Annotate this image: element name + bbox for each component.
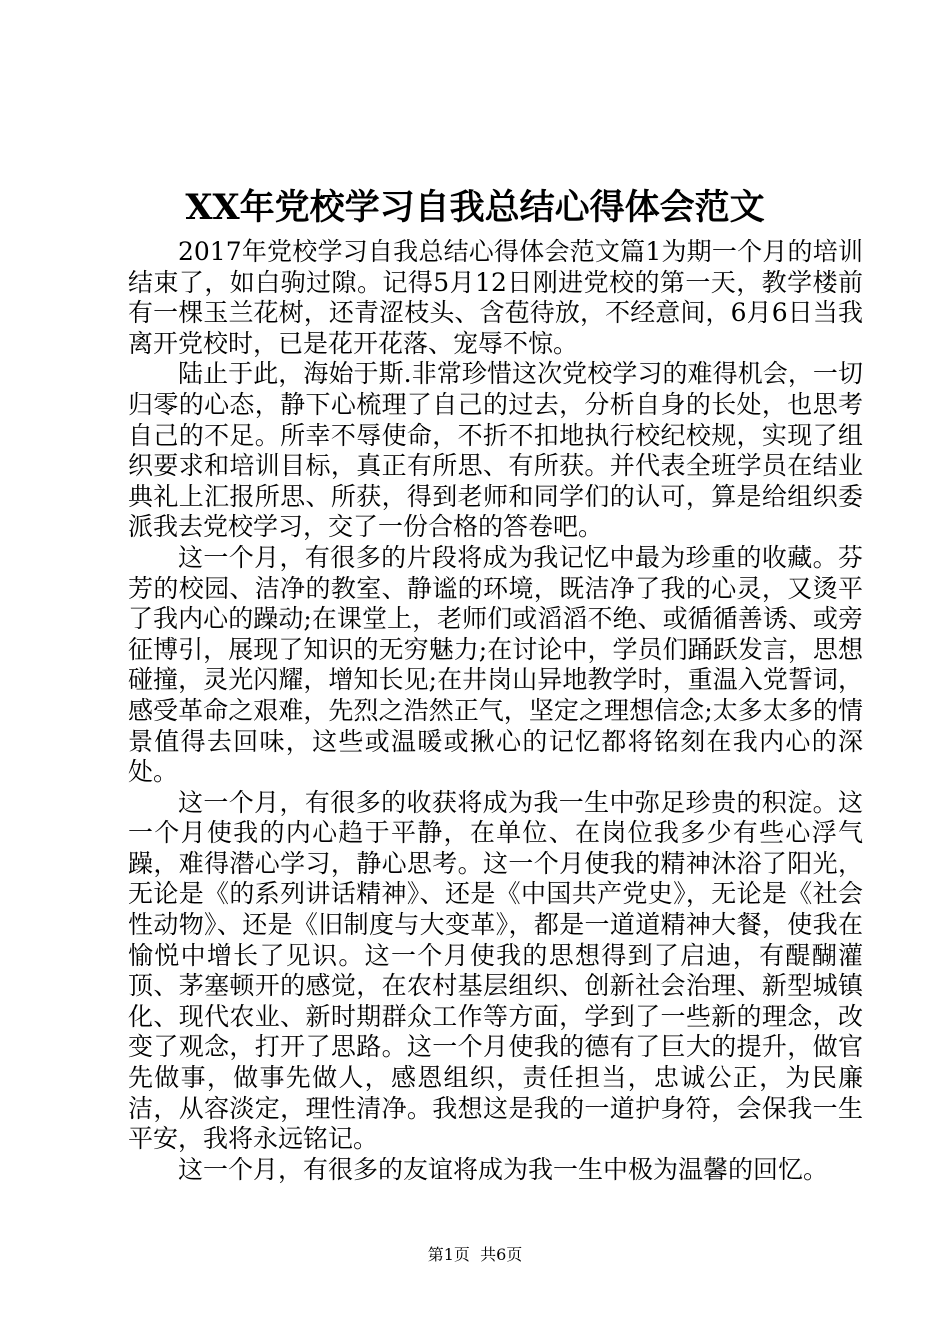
paragraph-1: 2017年党校学习自我总结心得体会范文篇1为期一个月的培训结束了，如白驹过隙。记得5月12日刚进党校的第一天，教学楼前有一棵玉兰花树，还青涩枝头、含苞待放，不经意间，6月6日当我离开党校时，已是花开花落、宠辱不惊。 xyxy=(128,237,863,358)
page-total: 共6页 xyxy=(480,1245,523,1264)
paragraph-4: 这一个月，有很多的收获将成为我一生中弥足珍贵的积淀。这一个月使我的内心趋于平静，在单位、在岗位我多少有些心浮气躁，难得潜心学习，静心思考。这一个月使我的精神沐浴了阳光，无论是《的系列讲话精神》、还是《中国共产党史》，无论是《社会性动物》、还是《旧制度与大变革》，都是一道道精神大餐，使我在愉悦中增长了见识。这一个月使我的思想得到了启迪，有醍醐灌顶、茅塞顿开的感觉，在农村基层组织、创新社会治理、新型城镇化、现代农业、新时期群众工作等方面，学到了一些新的理念，改变了观念，打开了思路。这一个月使我的德有了巨大的提升，做官先做事，做事先做人，感恩组织，责任担当，忠诚公正，为民廉洁，从容淡定，理性清净。我想这是我的一道护身符，会保我一生平安，我将永远铭记。 xyxy=(128,787,863,1154)
page-footer xyxy=(0,1244,950,1266)
paragraph-3: 这一个月，有很多的片段将成为我记忆中最为珍重的收藏。芬芳的校园、洁净的教室、静谧的环境，既洁净了我的心灵，又烫平了我内心的躁动;在课堂上，老师们或滔滔不绝、或循循善诱、或旁征博引，展现了知识的无穷魅力;在讨论中，学员们踊跃发言，思想碰撞，灵光闪耀，增知长见;在井岗山异地教学时，重温入党誓词，感受革命之艰难，先烈之浩然正气，坚定之理想信念;太多太多的情景值得去回味，这些或温暖或揪心的记忆都将铭刻在我内心的深处。 xyxy=(128,542,863,787)
paragraph-2: 陆止于此，海始于斯.非常珍惜这次党校学习的难得机会，一切归零的心态，静下心梳理了自己的过去，分析自身的长处，也思考自己的不足。所幸不辱使命，不折不扣地执行校纪校规，实现了组织要求和培训目标，真正有所思、有所获。并代表全班学员在结业典礼上汇报所思、所获，得到老师和同学们的认可，算是给组织委派我去党校学习，交了一份合格的答卷吧。 xyxy=(128,359,863,542)
document-body xyxy=(128,237,863,1185)
paragraph-5: 这一个月，有很多的友谊将成为我一生中极为温馨的回忆。 xyxy=(178,1154,829,1184)
document-title: XX年党校学习自我总结心得体会范文 xyxy=(185,187,765,228)
page-number: 第1页 xyxy=(427,1245,470,1264)
